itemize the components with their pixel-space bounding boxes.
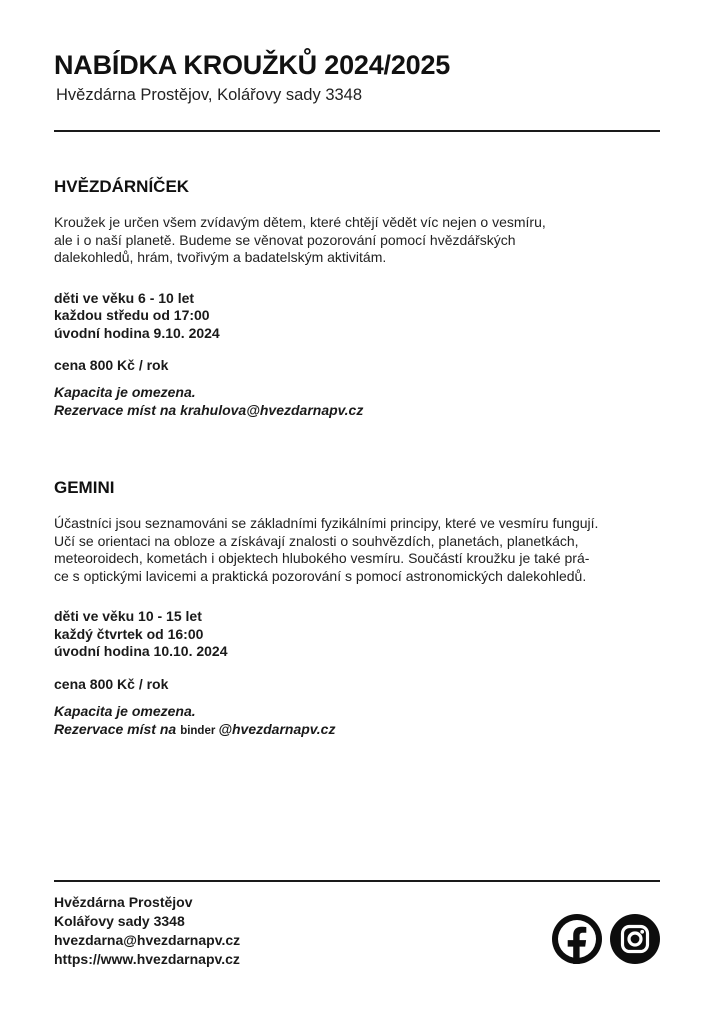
section-gemini bbox=[54, 478, 660, 740]
capacity-text: Kapacita je omezena. bbox=[54, 702, 196, 719]
section-heading: HVĚZDÁRNÍČEK bbox=[54, 177, 190, 196]
reservation-text bbox=[54, 720, 660, 740]
capacity-text: Kapacita je omezena. bbox=[54, 384, 196, 400]
description-line: ale i o naší planetě. Budeme se věnovat pozorování pomocí hvězdářských bbox=[54, 231, 516, 248]
section-description bbox=[54, 515, 660, 585]
footer-address: Kolářovy sady 3348 bbox=[54, 913, 185, 929]
description-line: meteoroidech, kometách i objektech hlubokého vesmíru. Součástí kroužku je také prá- bbox=[54, 550, 590, 566]
description-line: Kroužek je určen všem zvídavým dětem, které chtějí vědět víc nejen o vesmíru, bbox=[54, 214, 546, 230]
instagram-icon[interactable] bbox=[610, 914, 660, 964]
top-divider bbox=[54, 130, 660, 132]
footer-contact bbox=[54, 893, 240, 969]
reservation-prefix: Rezervace míst na bbox=[54, 720, 177, 737]
price: cena 800 Kč / rok bbox=[54, 675, 169, 692]
section-heading: GEMINI bbox=[54, 478, 115, 497]
description-line: Účastníci jsou seznamováni se základními fyzikálními principy, které ve vesmíru fungují. bbox=[54, 515, 599, 531]
page-subtitle: Hvězdárna Prostějov, Kolářovy sady 3348 bbox=[56, 86, 363, 104]
capacity-note bbox=[54, 702, 660, 740]
reservation-text: Rezervace míst na krahulova@hvezdarnapv.cz bbox=[54, 402, 364, 418]
price: cena 800 Kč / rok bbox=[54, 357, 169, 373]
intro-lesson: úvodní hodina 10.10. 2024 bbox=[54, 643, 228, 659]
schedule: každý čtvrtek od 16:00 bbox=[54, 625, 204, 642]
footer-website[interactable]: https://www.hvezdarnapv.cz bbox=[54, 951, 240, 967]
age-range: děti ve věku 10 - 15 let bbox=[54, 608, 202, 624]
section-details bbox=[54, 608, 660, 661]
bottom-divider bbox=[54, 880, 660, 882]
description-line: dalekohledů, hrám, tvořivým a badatelským aktivitám. bbox=[54, 249, 387, 265]
section-hvezdarnicek bbox=[54, 177, 660, 419]
section-details bbox=[54, 290, 660, 343]
reservation-user: binder bbox=[180, 724, 216, 737]
age-range: děti ve věku 6 - 10 let bbox=[54, 289, 195, 306]
description-line: ce s optickými lavicemi a praktická pozorování s pomocí astronomických dalekohledů. bbox=[54, 567, 587, 584]
document-page bbox=[54, 0, 660, 1009]
reservation-domain: @hvezdarnapv.cz bbox=[218, 720, 336, 737]
description-line: Učí se orientaci na obloze a získávají znalosti o souhvězdích, planetách, planetkách, bbox=[54, 532, 579, 549]
page-title: NABÍDKA KROUŽKŮ 2024/2025 bbox=[54, 50, 451, 80]
footer-name: Hvězdárna Prostějov bbox=[54, 894, 193, 910]
section-description bbox=[54, 214, 660, 267]
facebook-icon[interactable] bbox=[552, 914, 602, 964]
schedule: každou středu od 17:00 bbox=[54, 307, 210, 323]
capacity-note bbox=[54, 383, 660, 419]
footer-email[interactable]: hvezdarna@hvezdarnapv.cz bbox=[54, 932, 241, 948]
intro-lesson: úvodní hodina 9.10. 2024 bbox=[54, 324, 220, 341]
